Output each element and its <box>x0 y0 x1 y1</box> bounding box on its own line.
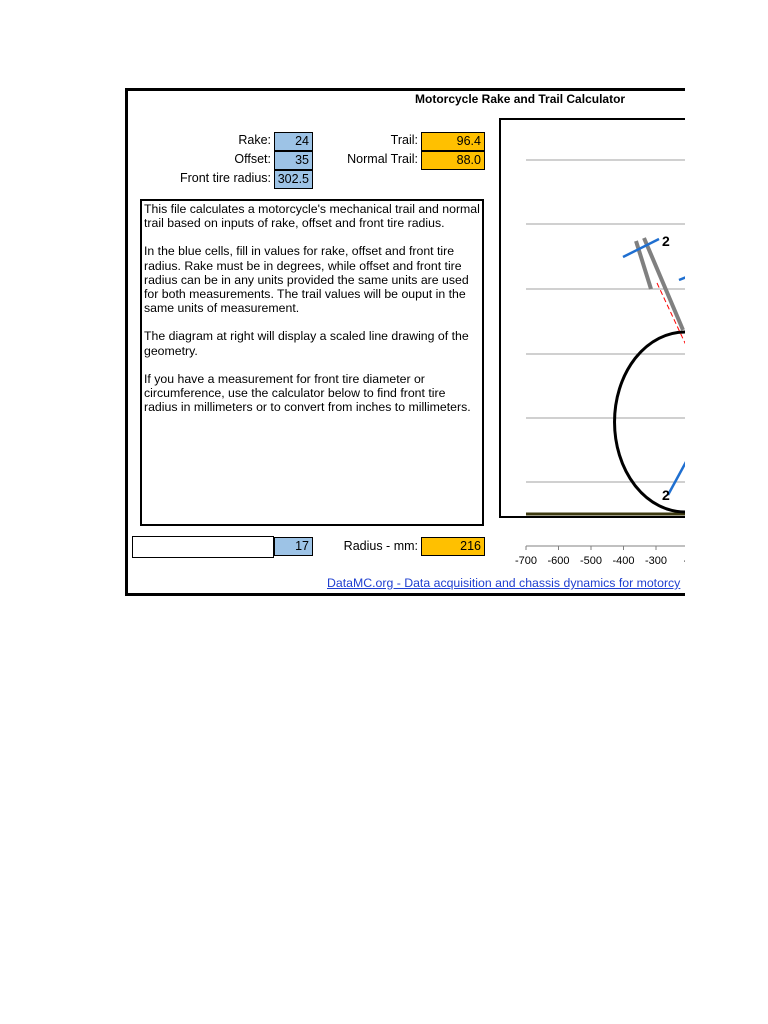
datamc-link[interactable]: DataMC.org - Data acquisition and chassis dynamics for motorcy <box>327 576 681 590</box>
x-axis-tick-label: -600 <box>547 555 570 567</box>
tire-size-input-cell[interactable]: 17 <box>274 537 313 556</box>
instructions-paragraph: If you have a measurement for front tire diameter or circumference, use the calculator below to find front tire radius in millimeters or to convert from inches to millimeters. <box>144 371 471 415</box>
calculator-sheet <box>125 88 694 596</box>
trail-label: Trail: <box>390 133 418 147</box>
radius-mm-output-cell: 216 <box>421 537 485 556</box>
instructions-textbox <box>140 199 484 526</box>
front-tire-radius-input-cell[interactable]: 302.5 <box>274 170 313 189</box>
diagram-annotation-top: 2 <box>662 233 670 249</box>
x-axis-tick-label: -700 <box>514 555 538 567</box>
sheet-title: Motorcycle Rake and Trail Calculator <box>415 92 626 106</box>
rake-label: Rake: <box>238 133 271 147</box>
diagram-plot-border <box>500 119 685 517</box>
radius-mm-label: Radius - mm: <box>343 539 418 553</box>
diagram-annotation-bottom: 2 <box>662 487 670 503</box>
front-tire-radius-label: Front tire radius: <box>179 171 271 185</box>
offset-label: Offset: <box>234 152 271 166</box>
normal-trail-label: Normal Trail: <box>347 152 418 166</box>
geometry-diagram <box>499 118 694 572</box>
instructions-paragraph: In the blue cells, fill in values for rake, offset and front tire radius. Rake must be in degrees, while offset and front tire radius can be in any units provided the same units are used for both measurements. The trail values will be ouput in the same units of measurement. <box>144 244 469 316</box>
trail-output-cell: 96.4 <box>421 132 485 151</box>
normal-trail-output-cell: 88.0 <box>421 151 485 170</box>
rake-input-cell[interactable]: 24 <box>274 132 313 151</box>
x-axis-ticks <box>514 546 694 567</box>
x-axis-tick-label: -500 <box>579 555 603 567</box>
x-axis-tick-label: -300 <box>644 555 668 567</box>
unit-select-box[interactable] <box>132 536 274 558</box>
offset-input-cell[interactable]: 35 <box>274 151 313 170</box>
x-axis-tick-label: -400 <box>612 555 635 567</box>
instructions-paragraph: The diagram at right will display a scaled line drawing of the geometry. <box>144 329 469 358</box>
x-axis-tick-label: -2 <box>683 555 694 567</box>
instructions-paragraph: This file calculates a motorcycle's mechanical trail and normal trail based on inputs of rake, offset and front tire radius. <box>144 202 480 231</box>
